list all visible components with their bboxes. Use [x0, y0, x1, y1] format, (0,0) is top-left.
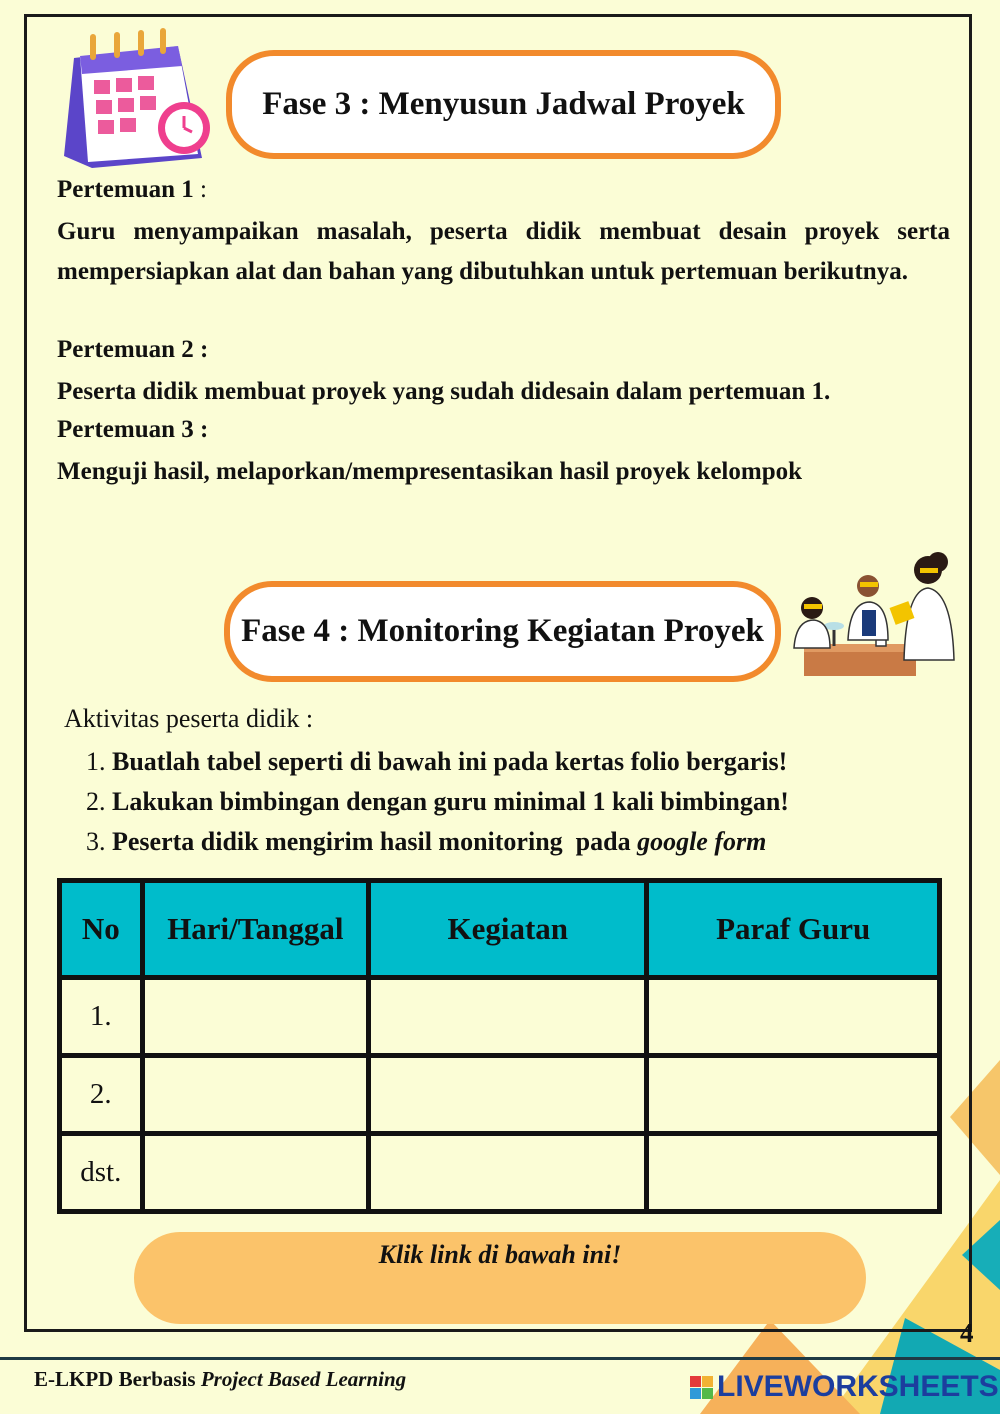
meeting2-text: Peserta didik membuat proyek yang sudah didesain dalam pertemuan 1. — [57, 378, 831, 405]
footer-divider — [0, 1357, 1000, 1360]
meeting1-text: Guru menyampaikan masalah, peserta didik membuat desain proyek serta mempersiapkan alat dan bahan yang dibutuhkan untuk pertemuan berikutnya. — [57, 218, 950, 285]
cell-date[interactable] — [142, 978, 369, 1056]
table-row — [60, 1056, 940, 1134]
footer-title: E-LKPD Berbasis Project Based Learning — [34, 1367, 407, 1391]
scientists-illustration — [780, 548, 970, 683]
cell-signature[interactable] — [647, 1134, 940, 1212]
cell-activity[interactable] — [369, 1056, 647, 1134]
cell-no: dst. — [60, 1134, 143, 1212]
list-item: 2. Lakukan bimbingan dengan guru minimal 1 kali bimbingan! — [86, 787, 789, 816]
phase4-title: Fase 4 : Monitoring Kegiatan Proyek — [224, 581, 781, 682]
list-item: 1. Buatlah tabel seperti di bawah ini pada kertas folio bergaris! — [86, 747, 788, 776]
cell-no: 2. — [60, 1056, 143, 1134]
calendar-clock-icon — [52, 28, 212, 168]
header-no: No — [60, 881, 143, 978]
header-signature: Paraf Guru — [647, 881, 940, 978]
page-number: 4 — [960, 1318, 974, 1348]
activity-steps — [86, 742, 789, 862]
header-activity: Kegiatan — [369, 881, 647, 978]
cell-date[interactable] — [142, 1056, 369, 1134]
cell-activity[interactable] — [369, 1134, 647, 1212]
phase3-title: Fase 3 : Menyusun Jadwal Proyek — [226, 50, 781, 159]
cell-no: 1. — [60, 978, 143, 1056]
cell-activity[interactable] — [369, 978, 647, 1056]
activity-title: Aktivitas peserta didik : — [64, 704, 314, 733]
list-item: 3. Peserta didik mengirim hasil monitoring pada google form — [86, 827, 767, 856]
table-row — [60, 978, 940, 1056]
monitoring-table — [57, 878, 942, 1214]
cell-date[interactable] — [142, 1134, 369, 1212]
brand-grid-icon — [690, 1376, 713, 1399]
link-button[interactable]: Klik link di bawah ini! — [134, 1232, 866, 1324]
meeting2-heading: Pertemuan 2 : — [57, 336, 209, 363]
meeting1-heading: Pertemuan 1 : — [57, 176, 207, 203]
cell-signature[interactable] — [647, 1056, 940, 1134]
table-header-row — [60, 881, 940, 978]
table-row — [60, 1134, 940, 1212]
meeting3-heading: Pertemuan 3 : — [57, 416, 209, 443]
meeting3-text: Menguji hasil, melaporkan/mempresentasikan hasil proyek kelompok — [57, 458, 802, 485]
cell-signature[interactable] — [647, 978, 940, 1056]
header-date: Hari/Tanggal — [142, 881, 369, 978]
liveworksheets-logo[interactable]: LIVEWORKSHEETS — [690, 1370, 999, 1404]
